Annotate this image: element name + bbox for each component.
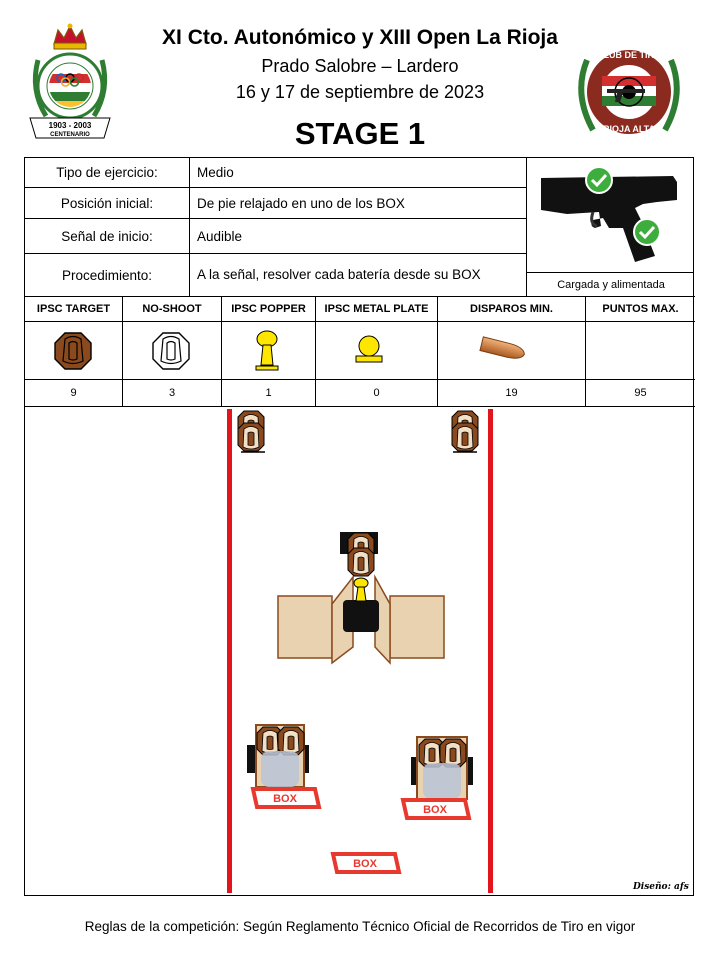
far-target-left bbox=[238, 411, 265, 452]
fault-line-right bbox=[488, 409, 493, 893]
value-senal: Audible bbox=[197, 228, 243, 244]
ipsc-popper-icon bbox=[253, 329, 281, 375]
logo-ribbon-sub: CENTENARIO bbox=[50, 132, 90, 138]
value-procedimiento: A la señal, resolver cada batería desde su BOX bbox=[197, 267, 481, 282]
logo-ribbon-years: 1903 - 2003 bbox=[48, 121, 92, 130]
shooting-box-right bbox=[403, 800, 469, 818]
ipsc-target-icon bbox=[53, 331, 93, 371]
header-metal-plate: IPSC METAL PLATE bbox=[324, 303, 429, 315]
label-senal: Señal de inicio: bbox=[61, 228, 153, 244]
left-array bbox=[247, 725, 309, 787]
count-metal-plate: 0 bbox=[373, 387, 380, 399]
value-posicion: De pie relajado en uno de los BOX bbox=[197, 195, 405, 211]
no-shoot-icon bbox=[151, 331, 191, 371]
club-logo-top-text: CLUB DE TIRO bbox=[597, 50, 661, 60]
designer-signature: Diseño: afs bbox=[633, 882, 689, 892]
venue: Prado Salobre – Lardero bbox=[261, 56, 459, 76]
svg-text:BOX: BOX bbox=[273, 793, 297, 805]
fault-line-left bbox=[227, 409, 232, 893]
count-ipsc-popper: 1 bbox=[265, 387, 272, 399]
header-disparos-min: DISPAROS MIN. bbox=[470, 303, 553, 315]
bullet-icon bbox=[477, 336, 529, 362]
event-dates: 16 y 17 de septiembre de 2023 bbox=[235, 82, 485, 102]
value-tipo: Medio bbox=[197, 165, 234, 180]
stage-sheet bbox=[24, 157, 694, 896]
stage-title: STAGE 1 bbox=[294, 116, 426, 151]
stage-diagram bbox=[25, 407, 693, 895]
shooting-box-center bbox=[333, 854, 399, 872]
header-ipsc-target: IPSC TARGET bbox=[36, 303, 111, 315]
label-procedimiento: Procedimiento: bbox=[61, 267, 153, 283]
club-logo-bottom-text: RIOJA ALTA bbox=[603, 124, 655, 134]
count-puntos-max: 95 bbox=[634, 387, 647, 399]
header-ipsc-popper: IPSC POPPER bbox=[231, 303, 306, 315]
label-tipo: Tipo de ejercicio: bbox=[56, 165, 158, 180]
svg-text:BOX: BOX bbox=[353, 858, 377, 870]
center-array bbox=[278, 532, 444, 663]
far-target-right bbox=[452, 411, 478, 452]
footer-rules: Reglas de la competición: Según Reglamento Técnico Oficial de Recorridos de Tiro en vigor bbox=[84, 919, 636, 934]
metal-plate-icon bbox=[353, 334, 385, 366]
shooting-box-left bbox=[253, 789, 319, 807]
pistol-icon bbox=[537, 164, 687, 268]
federation-logo bbox=[24, 20, 116, 142]
count-disparos-min: 19 bbox=[505, 387, 518, 399]
label-posicion: Posición inicial: bbox=[60, 195, 154, 211]
competition-title: XI Cto. Autonómico y XIII Open La Rioja bbox=[162, 26, 558, 49]
count-no-shoot: 3 bbox=[168, 387, 176, 399]
right-array bbox=[411, 737, 473, 799]
header-puntos-max: PUNTOS MAX. bbox=[602, 303, 679, 315]
count-ipsc-target: 9 bbox=[70, 387, 77, 399]
svg-text:BOX: BOX bbox=[423, 804, 447, 816]
header-no-shoot: NO-SHOOT bbox=[142, 303, 202, 315]
club-logo bbox=[571, 42, 687, 146]
gun-condition-caption: Cargada y alimentada bbox=[557, 278, 665, 291]
